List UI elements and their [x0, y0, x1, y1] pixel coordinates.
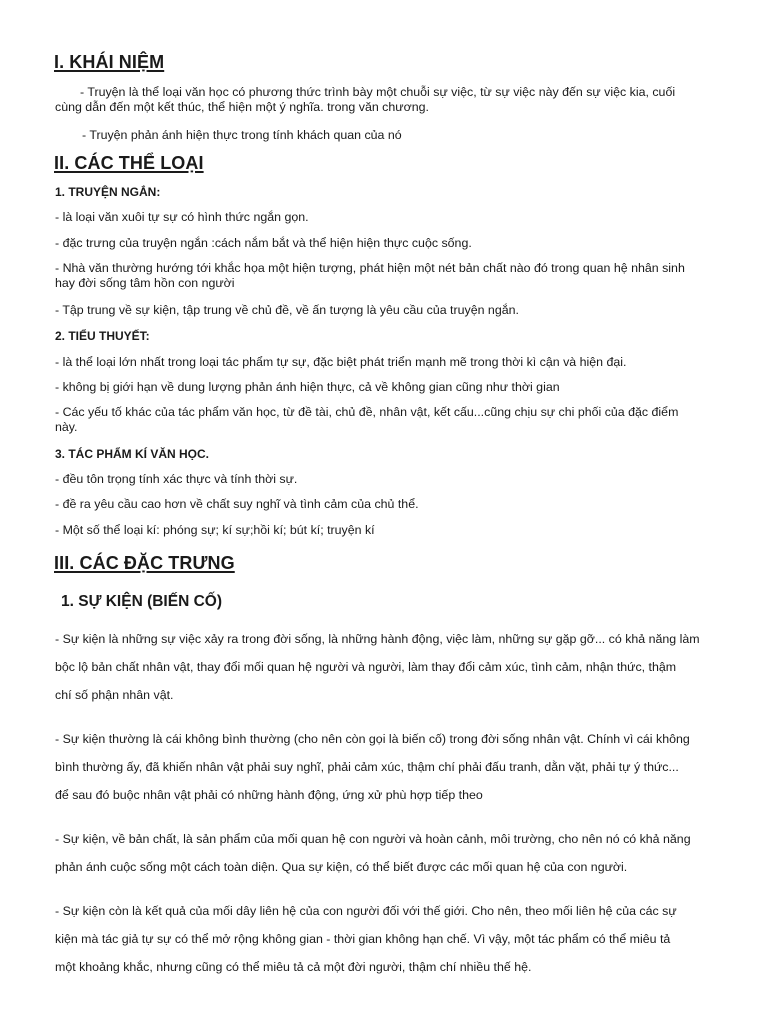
section-1-paragraph-1 — [55, 85, 720, 115]
list-item: - Tập trung về sự kiện, tập trung về chủ đề, về ấn tượng là yêu cầu của truyện ngắn. — [55, 303, 519, 317]
list-item: - đặc trưng của truyện ngắn :cách nắm bắt và thể hiện hiện thực cuộc sống. — [55, 236, 472, 250]
subsection-tieu-thuyet-heading: 2. TIỂU THUYẾT: — [55, 329, 150, 343]
list-item — [55, 261, 720, 291]
list-item: - đều tôn trọng tính xác thực và tính thời sự. — [55, 472, 298, 486]
subsection-su-kien-heading: 1. SỰ KIỆN (BIẾN CỐ) — [61, 593, 222, 610]
paragraph-line: chí số phận nhân vật. — [55, 688, 174, 702]
paragraph-line: cùng dẫn đến một kết thúc, thể hiện một ý nghĩa. trong văn chương. — [55, 100, 429, 114]
body-paragraph — [55, 625, 720, 709]
section-1-paragraph-2: - Truyện phản ánh hiện thực trong tính khách quan của nó — [82, 128, 402, 142]
paragraph-line: này. — [55, 420, 78, 434]
list-item: - không bị giới hạn về dung lượng phản ánh hiện thực, cả về không gian cũng như thời gian — [55, 380, 560, 394]
paragraph-line: một khoảng khắc, nhưng cũng có thể miêu tả cả một đời người, thậm chí nhiều thế hệ. — [55, 960, 532, 974]
subsection-tac-pham-ki-heading: 3. TÁC PHẨM KÍ VĂN HỌC. — [55, 447, 210, 461]
paragraph-line: bình thường ấy, đã khiến nhân vật phải suy nghĩ, phải cảm xúc, thậm chí phải đấu tranh, dằn vặt, phải tự ý thức... — [55, 760, 679, 774]
paragraph-line: - Truyện là thể loại văn học có phương thức trình bày một chuỗi sự việc, từ sự việc này đến sự việc kia, cuối — [80, 85, 676, 99]
paragraph-line: - Sự kiện là những sự việc xảy ra trong đời sống, là những hành động, việc làm, những sự gặp gỡ... có khả năng làm — [55, 632, 700, 646]
paragraph-line: hay đời sống tâm hồn con người — [55, 276, 235, 290]
list-item: - Một số thể loại kí: phóng sự; kí sự;hồi kí; bút kí; truyện kí — [55, 523, 375, 537]
paragraph-line: - Sự kiện còn là kết quả của mối dây liên hệ của con người đối với thế giới. Cho nên, theo mối liên hệ của các sự — [55, 904, 677, 918]
section-2-heading: II. CÁC THỂ LOẠI — [54, 153, 204, 173]
section-3-heading: III. CÁC ĐẶC TRƯNG — [54, 553, 235, 573]
subsection-truyen-ngan-heading: 1. TRUYỆN NGẮN: — [55, 185, 161, 199]
section-1-heading: I. KHÁI NIỆM — [54, 52, 165, 72]
paragraph-line: - Sự kiện, về bản chất, là sản phẩm của mối quan hệ con người và hoàn cảnh, môi trường, cho nên nó có khả năng — [55, 832, 691, 846]
paragraph-line: để sau đó buộc nhân vật phải có những hành động, ứng xử phù hợp tiếp theo — [55, 788, 483, 802]
body-paragraph — [55, 825, 720, 881]
paragraph-line: bộc lộ bản chất nhân vật, thay đổi mối quan hệ người và người, làm thay đổi cảm xúc, tình cảm, nhận thức, thậm — [55, 660, 677, 674]
body-paragraph — [55, 725, 720, 809]
paragraph-line: phản ánh cuộc sống một cách toàn diện. Qua sự kiện, có thể biết được các mối quan hệ của con người. — [55, 860, 628, 874]
body-paragraph — [55, 897, 720, 981]
paragraph-line: - Các yếu tố khác của tác phẩm văn học, từ đề tài, chủ đề, nhân vật, kết cấu...cũng chịu sự chi phối của đặc điểm — [55, 405, 679, 419]
paragraph-line: - Sự kiện thường là cái không bình thường (cho nên còn gọi là biến cố) trong đời sống nhân vật. Chính vì cái không — [55, 732, 690, 746]
list-item: - đề ra yêu cầu cao hơn về chất suy nghĩ và tình cảm của chủ thể. — [55, 497, 419, 511]
list-item: - là thể loại lớn nhất trong loại tác phẩm tự sự, đặc biệt phát triển mạnh mẽ trong thời kì cận và hiện đại. — [55, 355, 627, 369]
list-item — [55, 405, 720, 435]
list-item: - là loại văn xuôi tự sự có hình thức ngắn gọn. — [55, 210, 309, 224]
paragraph-line: kiện mà tác giả tự sự có thể mở rộng không gian - thời gian không hạn chế. Vì vậy, một tác phẩm có thể miêu tả — [55, 932, 671, 946]
paragraph-line: - Nhà văn thường hướng tới khắc họa một hiện tượng, phát hiện một nét bản chất nào đó trong quan hệ nhân sinh — [55, 261, 685, 275]
